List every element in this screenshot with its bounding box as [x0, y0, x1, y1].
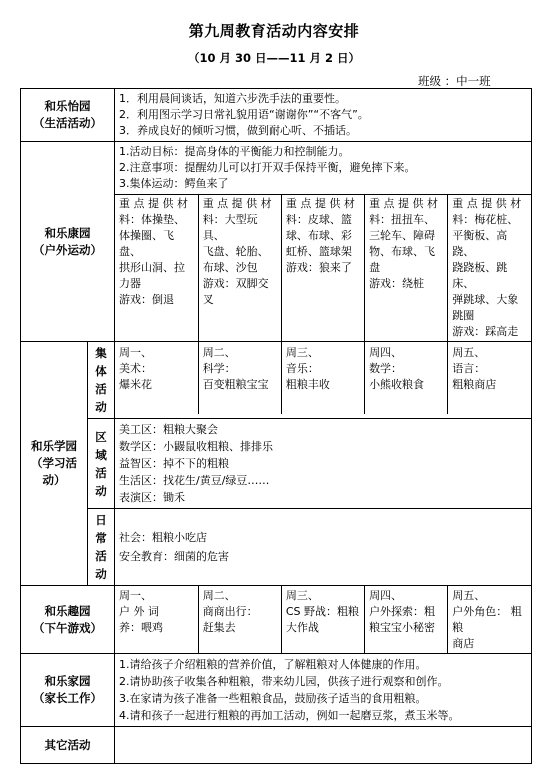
- material-line: 弹跳球、大象: [452, 293, 519, 306]
- games-days: [115, 586, 531, 653]
- other-content: [115, 727, 532, 764]
- day-line: 周五、: [452, 346, 486, 359]
- day-line: 粗粮商店: [452, 378, 497, 391]
- day-line: 周四、: [369, 589, 403, 602]
- group-day-5: [448, 342, 531, 414]
- group-activity-label: [88, 342, 115, 419]
- label-char: 域: [95, 447, 107, 462]
- outdoor-label: [21, 142, 115, 342]
- day-line: 周二、: [202, 346, 236, 359]
- label-char: 日: [95, 513, 107, 527]
- daily-activity-content: [115, 509, 532, 586]
- outdoor-notice: 2.注意事项：提醒幼儿可以打开双手保持平衡，避免摔下来。: [119, 161, 416, 174]
- life-item: 2．利用图示学习日常礼貌用语“谢谢你”“不客气”。: [119, 108, 369, 121]
- material-line: 叉: [202, 293, 214, 306]
- games-content: [115, 586, 532, 654]
- area-item: 生活区：找花生/黄豆/绿豆……: [119, 474, 270, 487]
- material-line: 跷跷板、跳床、: [452, 261, 508, 290]
- label-char: 动: [95, 400, 107, 414]
- day-line: 户 外 词: [119, 605, 159, 618]
- day-line: 大作战: [285, 621, 319, 634]
- group-day-2: [198, 342, 281, 414]
- material-line: 料：皮球、篮: [285, 213, 352, 226]
- family-label-line2: （家长工作）: [33, 691, 102, 705]
- group-day-3: [281, 342, 364, 414]
- material-line: 料：大型玩具、: [202, 213, 258, 242]
- day-line: 音乐：: [285, 362, 319, 375]
- day-line: 养：喂鸡: [119, 621, 163, 634]
- day-line: 户外探索：粗: [369, 605, 436, 618]
- row-life: [21, 89, 532, 142]
- study-label: [21, 342, 88, 586]
- day-line: 爆米花: [119, 378, 152, 391]
- study-label-line1: 和乐学园: [31, 439, 77, 453]
- row-study-area: [21, 419, 532, 509]
- games-label-line2: （下午游戏）: [33, 620, 102, 635]
- class-label: 班级 ：中一班: [418, 74, 491, 88]
- day-line: 百变粗粮宝宝: [202, 378, 269, 391]
- life-label: [21, 89, 115, 142]
- row-study-daily: [21, 509, 532, 586]
- label-char: 集: [95, 346, 107, 360]
- area-item: 数学区：小鼹鼠收粗粮、排排乐: [119, 440, 273, 453]
- material-line: 力器: [119, 277, 141, 290]
- games-day-3: [281, 586, 364, 653]
- material-line: 体操圈、飞盘、: [119, 229, 174, 258]
- material-line: 盘: [369, 261, 381, 274]
- family-content: [115, 654, 532, 727]
- day-line: 商商出行：: [202, 605, 258, 618]
- games-day-1: [115, 586, 198, 653]
- area-item: 表演区：锄禾: [119, 491, 185, 504]
- material-line: 球、布球、彩: [285, 229, 352, 242]
- material-line: 重 点 提 供 材: [452, 197, 522, 210]
- material-line: 游戏：踩高走: [452, 325, 519, 338]
- day-line: 商店: [452, 637, 475, 650]
- day-line: 粗粮丰收: [285, 378, 330, 391]
- day-line: 语言：: [452, 362, 486, 375]
- games-day-5: [448, 586, 531, 653]
- outdoor-goal: 1.活动目标：提高身体的平衡能力和控制能力。: [119, 145, 350, 158]
- day-line: 小熊收粮食: [369, 378, 425, 391]
- label-char: 体: [95, 364, 107, 378]
- row-games: [21, 586, 532, 654]
- family-label-line1: 和乐家园: [44, 674, 91, 688]
- area-item: 美工区：粗粮大聚会: [119, 423, 218, 436]
- material-line: 游戏：狼来了: [285, 261, 352, 274]
- games-day-2: [198, 586, 281, 653]
- outdoor-day-2: [198, 195, 281, 342]
- outdoor-content: [115, 142, 532, 342]
- group-activity-content: [115, 342, 532, 419]
- day-line: 美术：: [119, 362, 152, 375]
- material-line: 游戏：绕桩: [369, 277, 425, 290]
- study-label-line3: 动）: [42, 473, 66, 487]
- family-item: 4.请和孩子一起进行粗粮的再加工活动，例如一起磨豆浆，煮玉米等。: [119, 709, 460, 722]
- day-line: 粮宝宝小秘密: [369, 621, 436, 634]
- material-line: 平衡板、高跷、: [452, 229, 508, 258]
- outdoor-label-line1: 和乐康园: [44, 225, 91, 240]
- schedule-table: [20, 88, 532, 764]
- day-line: 科学：: [202, 362, 236, 375]
- material-line: 游戏：倒退: [119, 293, 174, 306]
- material-line: 跳圈: [452, 309, 475, 322]
- label-char: 动: [95, 567, 107, 581]
- material-line: 飞盘、轮胎、: [202, 245, 269, 258]
- life-label-line1: 和乐怡园: [44, 99, 91, 113]
- material-line: 料：扭扭车、: [369, 213, 436, 226]
- life-item: 3．养成良好的倾听习惯，做到耐心听、不插话。: [119, 124, 357, 137]
- label-char: 活: [95, 382, 107, 396]
- day-line: 周一、: [119, 589, 152, 602]
- group-day-4: [365, 342, 448, 414]
- day-line: 赶集去: [202, 621, 236, 634]
- group-activity-days: [115, 342, 531, 414]
- material-line: 重 点 提 供 材: [369, 197, 439, 210]
- day-line: 周三、: [285, 346, 319, 359]
- life-content: [115, 89, 532, 142]
- day-line: 周四、: [369, 346, 403, 359]
- outdoor-materials-grid: [115, 194, 531, 341]
- material-line: 重 点 提 供 材: [119, 197, 188, 210]
- label-char: 动: [95, 483, 107, 498]
- family-label: [21, 654, 115, 727]
- day-line: 周二、: [202, 589, 236, 602]
- outdoor-day-1: [115, 195, 198, 342]
- daily-activity-label: [88, 509, 115, 586]
- outdoor-day-4: [365, 195, 448, 342]
- life-label-line2: （生活活动）: [33, 116, 102, 130]
- outdoor-label-line2: （户外运动）: [33, 242, 102, 257]
- row-family: [21, 654, 532, 727]
- area-activity-content: [115, 419, 532, 509]
- row-other: [21, 727, 532, 764]
- family-item: 3.在家请为孩子准备一些粗粮食品，鼓励孩子适当的食用粗粮。: [119, 692, 427, 705]
- other-label: 其它活动: [21, 727, 115, 764]
- daily-item: 社会：粗粮小吃店: [119, 531, 207, 544]
- family-item: 2.请协助孩子收集各种粗粮，带来幼儿园，供孩子进行观察和创作。: [119, 675, 449, 688]
- area-item: 益智区：掉不下的粗粮: [119, 457, 229, 470]
- day-line: 户外角色： 粗粮: [452, 605, 522, 634]
- material-line: 布球、沙包: [202, 261, 258, 274]
- material-line: 重 点 提 供 材: [285, 197, 355, 210]
- material-line: 料：体操垫、: [119, 213, 185, 226]
- material-line: 料：梅花桩、: [452, 213, 519, 226]
- outdoor-group-game: 3.集体运动：鳄鱼来了: [119, 177, 229, 190]
- daily-item: 安全教育：细菌的危害: [119, 550, 229, 563]
- day-line: CS 野战：粗粮: [285, 605, 360, 618]
- day-line: 数学：: [369, 362, 403, 375]
- area-activity-label: [88, 419, 115, 509]
- material-line: 拱形山洞、拉: [119, 261, 185, 274]
- label-char: 活: [95, 549, 107, 563]
- material-line: 虹桥、篮球架: [285, 245, 352, 258]
- material-line: 重 点 提 供 材: [202, 197, 272, 210]
- row-study-group: [21, 342, 532, 419]
- row-outdoor: [21, 142, 532, 342]
- day-line: 周五、: [452, 589, 486, 602]
- games-day-4: [365, 586, 448, 653]
- date-range: （10 月 30 日——11 月 2 日）: [187, 51, 361, 65]
- material-line: 三轮车、障碍: [369, 229, 436, 242]
- material-line: 游戏：双脚交: [202, 277, 269, 290]
- study-label-line2: （学习活: [31, 456, 77, 470]
- page-title: 第九周教育活动内容安排: [188, 22, 360, 40]
- day-line: 周三、: [285, 589, 319, 602]
- games-label-line1: 和乐趣园: [44, 603, 91, 618]
- label-char: 活: [95, 465, 107, 480]
- group-day-1: [115, 342, 198, 414]
- material-line: 物、布球、飞: [369, 245, 436, 258]
- games-label: [21, 586, 115, 654]
- family-item: 1.请给孩子介绍粗粮的营养价值，了解粗粮对人体健康的作用。: [119, 658, 427, 671]
- outdoor-day-3: [281, 195, 364, 342]
- label-char: 常: [95, 531, 107, 545]
- life-item: 1．利用晨间谈话，知道六步洗手法的重要性。: [119, 92, 346, 105]
- outdoor-day-5: [448, 195, 531, 342]
- day-line: 周一、: [119, 346, 152, 359]
- label-char: 区: [95, 429, 107, 444]
